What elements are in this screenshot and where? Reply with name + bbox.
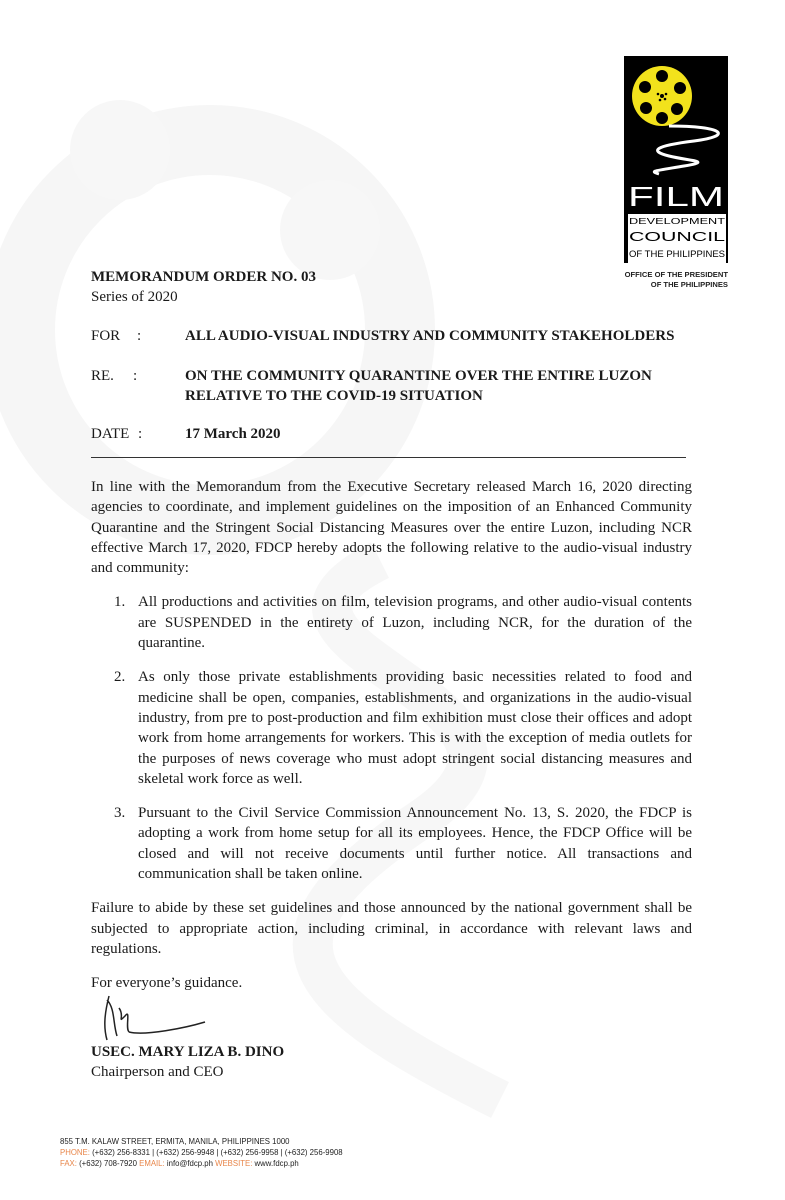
office-line-2: OF THE PHILIPPINES — [650, 280, 728, 289]
list-text: As only those private establishments providing basic necessities related to food and medicine shall be open, companies, establishments, and organizations in the audio-visual industry, from pre to post-production and film exhibition must close their offices and adopt work from home arrangements for workers. This is with the exception of media outlets for the purposes of news coverage who must adopt stringent social distancing measures and skeletal work force as well. — [138, 669, 692, 787]
for-value: ALL AUDIO-VISUAL INDUSTRY AND COMMUNITY STAKEHOLDERS — [185, 328, 675, 344]
fdcp-logo — [624, 56, 728, 263]
date-value: 17 March 2020 — [185, 426, 281, 442]
re-value-line-2: RELATIVE TO THE COVID-19 SITUATION — [185, 388, 483, 404]
office-of-the-president — [625, 270, 728, 290]
footer-address: 855 T.M. KALAW STREET, ERMITA, MANILA, PHILIPPINES 1000 — [60, 1137, 290, 1146]
list-item — [114, 592, 692, 653]
email-label: EMAIL: — [139, 1158, 165, 1168]
date-label: DATE — [91, 426, 130, 442]
signature — [95, 994, 215, 1042]
for-colon: : — [137, 328, 142, 344]
guidance-line: For everyone’s guidance. — [91, 975, 243, 992]
phone-label: PHONE: — [60, 1147, 90, 1157]
signatory-position: Chairperson and CEO — [91, 1063, 224, 1080]
memo-series: Series of 2020 — [91, 289, 178, 305]
footer-fax-line — [60, 1159, 343, 1170]
website-link[interactable]: www.fdcp.ph — [254, 1158, 299, 1168]
list-text: All productions and activities on film, television programs, and other audio-visual contents are SUSPENDED in the entirety of Luzon, including NCR, for the duration of the quarantine. — [138, 594, 692, 652]
memo-body — [91, 477, 692, 1082]
re-value-line-1: ON THE COMMUNITY QUARANTINE OVER THE ENTIRE LUZON — [185, 368, 652, 384]
re-label: RE. — [91, 368, 114, 384]
svg-text:COUNCIL: COUNCIL — [629, 230, 726, 244]
list-text: Pursuant to the Civil Service Commission Announcement No. 13, S. 2020, the FDCP is adopting a work from home setup for all its employees. Hence, the FDCP Office will be closed and will not receive documents until further notice. All transactions and communication shall be taken online. — [138, 805, 692, 883]
header-divider — [91, 457, 686, 458]
footer-contact — [60, 1137, 343, 1169]
closing-paragraph: Failure to abide by these set guidelines and those announced by the national government shall be subjected to appropriate action, including criminal, in accordance with relevant laws and regulations. — [91, 900, 692, 957]
list-number: 3. — [114, 805, 126, 822]
date-colon: : — [138, 426, 143, 442]
fax-label: FAX: — [60, 1158, 77, 1168]
svg-text:DEVELOPMENT: DEVELOPMENT — [629, 216, 725, 226]
office-line-1: OFFICE OF THE PRESIDENT — [624, 270, 728, 279]
intro-paragraph: In line with the Memorandum from the Executive Secretary released March 16, 2020 directing agencies to coordinate, and implement guidelines on the imposition of an Enhanced Community Quarantine and the Stringent Social Distancing Measures over the entire Luzon, including NCR effective March 17, 2020, FDCP hereby adopts the following relative to the audio-visual industry and community: — [91, 479, 692, 577]
list-number: 2. — [114, 669, 126, 686]
svg-text:OF THE PHILIPPINES: OF THE PHILIPPINES — [629, 249, 725, 260]
signatory-name: USEC. MARY LIZA B. DINO — [91, 1043, 285, 1060]
footer-phone-line — [60, 1148, 343, 1159]
phone-numbers: (+632) 256-8331 | (+632) 256-9948 | (+632) 256-9958 | (+632) 256-9908 — [92, 1147, 343, 1157]
list-item — [114, 667, 692, 789]
re-colon: : — [133, 368, 138, 384]
fax-number: (+632) 708-7920 — [79, 1158, 137, 1168]
svg-text:FILM: FILM — [628, 181, 724, 212]
email-link[interactable]: info@fdcp.ph — [166, 1158, 213, 1168]
website-label: WEBSITE: — [215, 1158, 253, 1168]
for-label: FOR — [91, 328, 121, 344]
list-number: 1. — [114, 594, 126, 611]
memo-title: MEMORANDUM ORDER NO. 03 — [91, 269, 316, 285]
list-item — [114, 803, 692, 884]
